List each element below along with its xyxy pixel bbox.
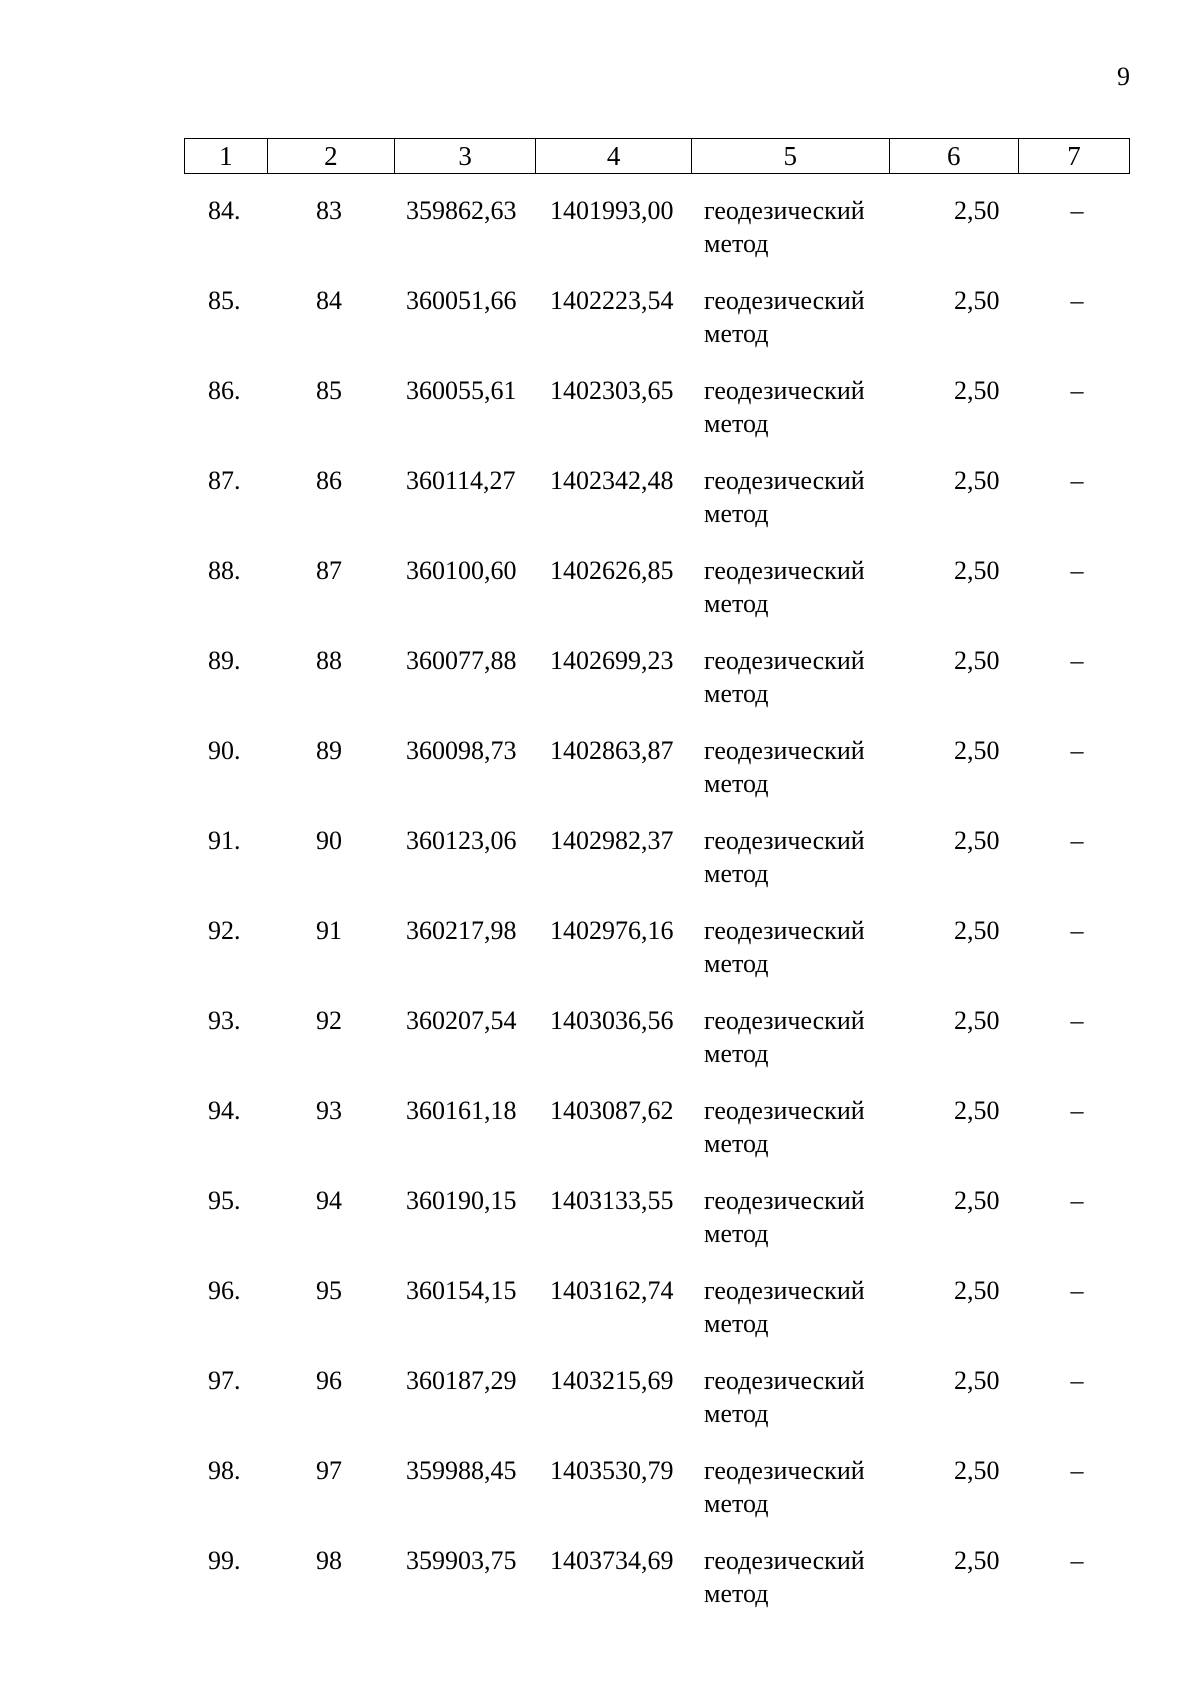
point-number: 93 [316, 1096, 342, 1125]
accuracy-value: 2,50 [954, 1186, 1000, 1215]
point-number: 92 [316, 1006, 342, 1035]
table-row [184, 182, 1130, 272]
coordinate-y: 1403734,69 [550, 1546, 674, 1575]
row-number: 85. [208, 286, 241, 315]
determination-method: геодезический метод [704, 556, 865, 618]
coordinate-y: 1403215,69 [550, 1366, 674, 1395]
coordinate-y: 1402976,16 [550, 916, 674, 945]
row-number: 96. [208, 1276, 241, 1305]
header-cell: 3 [394, 139, 535, 174]
header-cell: 7 [1018, 139, 1129, 174]
accuracy-value: 2,50 [954, 1546, 1000, 1575]
determination-method: геодезический метод [704, 286, 865, 348]
coordinate-x: 360055,61 [406, 376, 517, 405]
table-row [184, 362, 1130, 452]
point-number: 96 [316, 1366, 342, 1395]
note-value: – [1070, 1276, 1084, 1305]
accuracy-value: 2,50 [954, 286, 1000, 315]
coordinate-x: 359862,63 [406, 196, 517, 225]
accuracy-value: 2,50 [954, 1366, 1000, 1395]
determination-method: геодезический метод [704, 916, 865, 978]
accuracy-value: 2,50 [954, 1456, 1000, 1485]
table-row [184, 1172, 1130, 1262]
note-value: – [1070, 916, 1084, 945]
point-number: 95 [316, 1276, 342, 1305]
header-cell: 6 [889, 139, 1018, 174]
coordinate-y: 1403087,62 [550, 1096, 674, 1125]
note-value: – [1070, 1186, 1084, 1215]
accuracy-value: 2,50 [954, 916, 1000, 945]
coordinate-x: 360100,60 [406, 556, 517, 585]
point-number: 90 [316, 826, 342, 855]
note-value: – [1070, 736, 1084, 765]
note-value: – [1070, 826, 1084, 855]
note-value: – [1070, 196, 1084, 225]
point-number: 86 [316, 466, 342, 495]
point-number: 88 [316, 646, 342, 675]
coordinate-x: 360207,54 [406, 1006, 517, 1035]
coordinate-y: 1402982,37 [550, 826, 674, 855]
coordinate-y: 1403133,55 [550, 1186, 674, 1215]
header-cell: 5 [691, 139, 889, 174]
table-row [184, 272, 1130, 362]
determination-method: геодезический метод [704, 826, 865, 888]
coordinate-x: 359988,45 [406, 1456, 517, 1485]
coordinate-y: 1401993,00 [550, 196, 674, 225]
coordinate-y: 1402223,54 [550, 286, 674, 315]
row-number: 89. [208, 646, 241, 675]
coordinate-y: 1402699,23 [550, 646, 674, 675]
row-number: 97. [208, 1366, 241, 1395]
accuracy-value: 2,50 [954, 1276, 1000, 1305]
header-row [185, 139, 1130, 174]
note-value: – [1070, 376, 1084, 405]
point-number: 89 [316, 736, 342, 765]
accuracy-value: 2,50 [954, 1096, 1000, 1125]
point-number: 84 [316, 286, 342, 315]
point-number: 94 [316, 1186, 342, 1215]
row-number: 95. [208, 1186, 241, 1215]
coordinate-y: 1402626,85 [550, 556, 674, 585]
header-cell: 4 [536, 139, 691, 174]
row-number: 84. [208, 196, 241, 225]
coordinate-x: 360077,88 [406, 646, 517, 675]
coordinate-y: 1403530,79 [550, 1456, 674, 1485]
page-number: 9 [1117, 62, 1130, 91]
determination-method: геодезический метод [704, 1276, 865, 1338]
table-row [184, 632, 1130, 722]
header-cell: 2 [267, 139, 394, 174]
coordinate-x: 359903,75 [406, 1546, 517, 1575]
accuracy-value: 2,50 [954, 736, 1000, 765]
coordinate-y: 1402342,48 [550, 466, 674, 495]
table-row [184, 992, 1130, 1082]
coordinate-x: 360051,66 [406, 286, 517, 315]
determination-method: геодезический метод [704, 736, 865, 798]
row-number: 93. [208, 1006, 241, 1035]
row-number: 86. [208, 376, 241, 405]
row-number: 94. [208, 1096, 241, 1125]
coordinate-y: 1402303,65 [550, 376, 674, 405]
note-value: – [1070, 1456, 1084, 1485]
table-row [184, 1082, 1130, 1172]
table-row [184, 812, 1130, 902]
table-row [184, 1262, 1130, 1352]
accuracy-value: 2,50 [954, 1006, 1000, 1035]
determination-method: геодезический метод [704, 1366, 865, 1428]
point-number: 91 [316, 916, 342, 945]
coordinate-x: 360123,06 [406, 826, 517, 855]
table-row [184, 1442, 1130, 1532]
column-number-header [184, 138, 1130, 174]
coordinate-x: 360217,98 [406, 916, 517, 945]
coordinate-y: 1402863,87 [550, 736, 674, 765]
coordinate-x: 360187,29 [406, 1366, 517, 1395]
point-number: 98 [316, 1546, 342, 1575]
accuracy-value: 2,50 [954, 826, 1000, 855]
determination-method: геодезический метод [704, 646, 865, 708]
coordinate-y: 1403162,74 [550, 1276, 674, 1305]
table-row [184, 1352, 1130, 1442]
row-number: 91. [208, 826, 241, 855]
note-value: – [1070, 1546, 1084, 1575]
note-value: – [1070, 646, 1084, 675]
determination-method: геодезический метод [704, 196, 865, 258]
determination-method: геодезический метод [704, 1546, 865, 1608]
point-number: 97 [316, 1456, 342, 1485]
header-cell: 1 [185, 139, 268, 174]
determination-method: геодезический метод [704, 1096, 865, 1158]
row-number: 90. [208, 736, 241, 765]
determination-method: геодезический метод [704, 1006, 865, 1068]
coordinate-x: 360161,18 [406, 1096, 517, 1125]
note-value: – [1070, 1366, 1084, 1395]
accuracy-value: 2,50 [954, 466, 1000, 495]
note-value: – [1070, 1006, 1084, 1035]
note-value: – [1070, 556, 1084, 585]
row-number: 87. [208, 466, 241, 495]
accuracy-value: 2,50 [954, 556, 1000, 585]
coordinate-x: 360098,73 [406, 736, 517, 765]
row-number: 92. [208, 916, 241, 945]
note-value: – [1070, 466, 1084, 495]
coordinates-table-body [184, 182, 1130, 1622]
determination-method: геодезический метод [704, 1186, 865, 1248]
table-row [184, 1532, 1130, 1622]
point-number: 87 [316, 556, 342, 585]
row-number: 98. [208, 1456, 241, 1485]
table-row [184, 902, 1130, 992]
table-row [184, 542, 1130, 632]
point-number: 83 [316, 196, 342, 225]
coordinate-x: 360190,15 [406, 1186, 517, 1215]
accuracy-value: 2,50 [954, 376, 1000, 405]
row-number: 99. [208, 1546, 241, 1575]
table-row [184, 452, 1130, 542]
table-row [184, 722, 1130, 812]
point-number: 85 [316, 376, 342, 405]
note-value: – [1070, 286, 1084, 315]
note-value: – [1070, 1096, 1084, 1125]
row-number: 88. [208, 556, 241, 585]
accuracy-value: 2,50 [954, 646, 1000, 675]
coordinate-y: 1403036,56 [550, 1006, 674, 1035]
coordinate-x: 360114,27 [406, 466, 516, 495]
accuracy-value: 2,50 [954, 196, 1000, 225]
determination-method: геодезический метод [704, 376, 865, 438]
determination-method: геодезический метод [704, 466, 865, 528]
coordinate-x: 360154,15 [406, 1276, 517, 1305]
determination-method: геодезический метод [704, 1456, 865, 1518]
